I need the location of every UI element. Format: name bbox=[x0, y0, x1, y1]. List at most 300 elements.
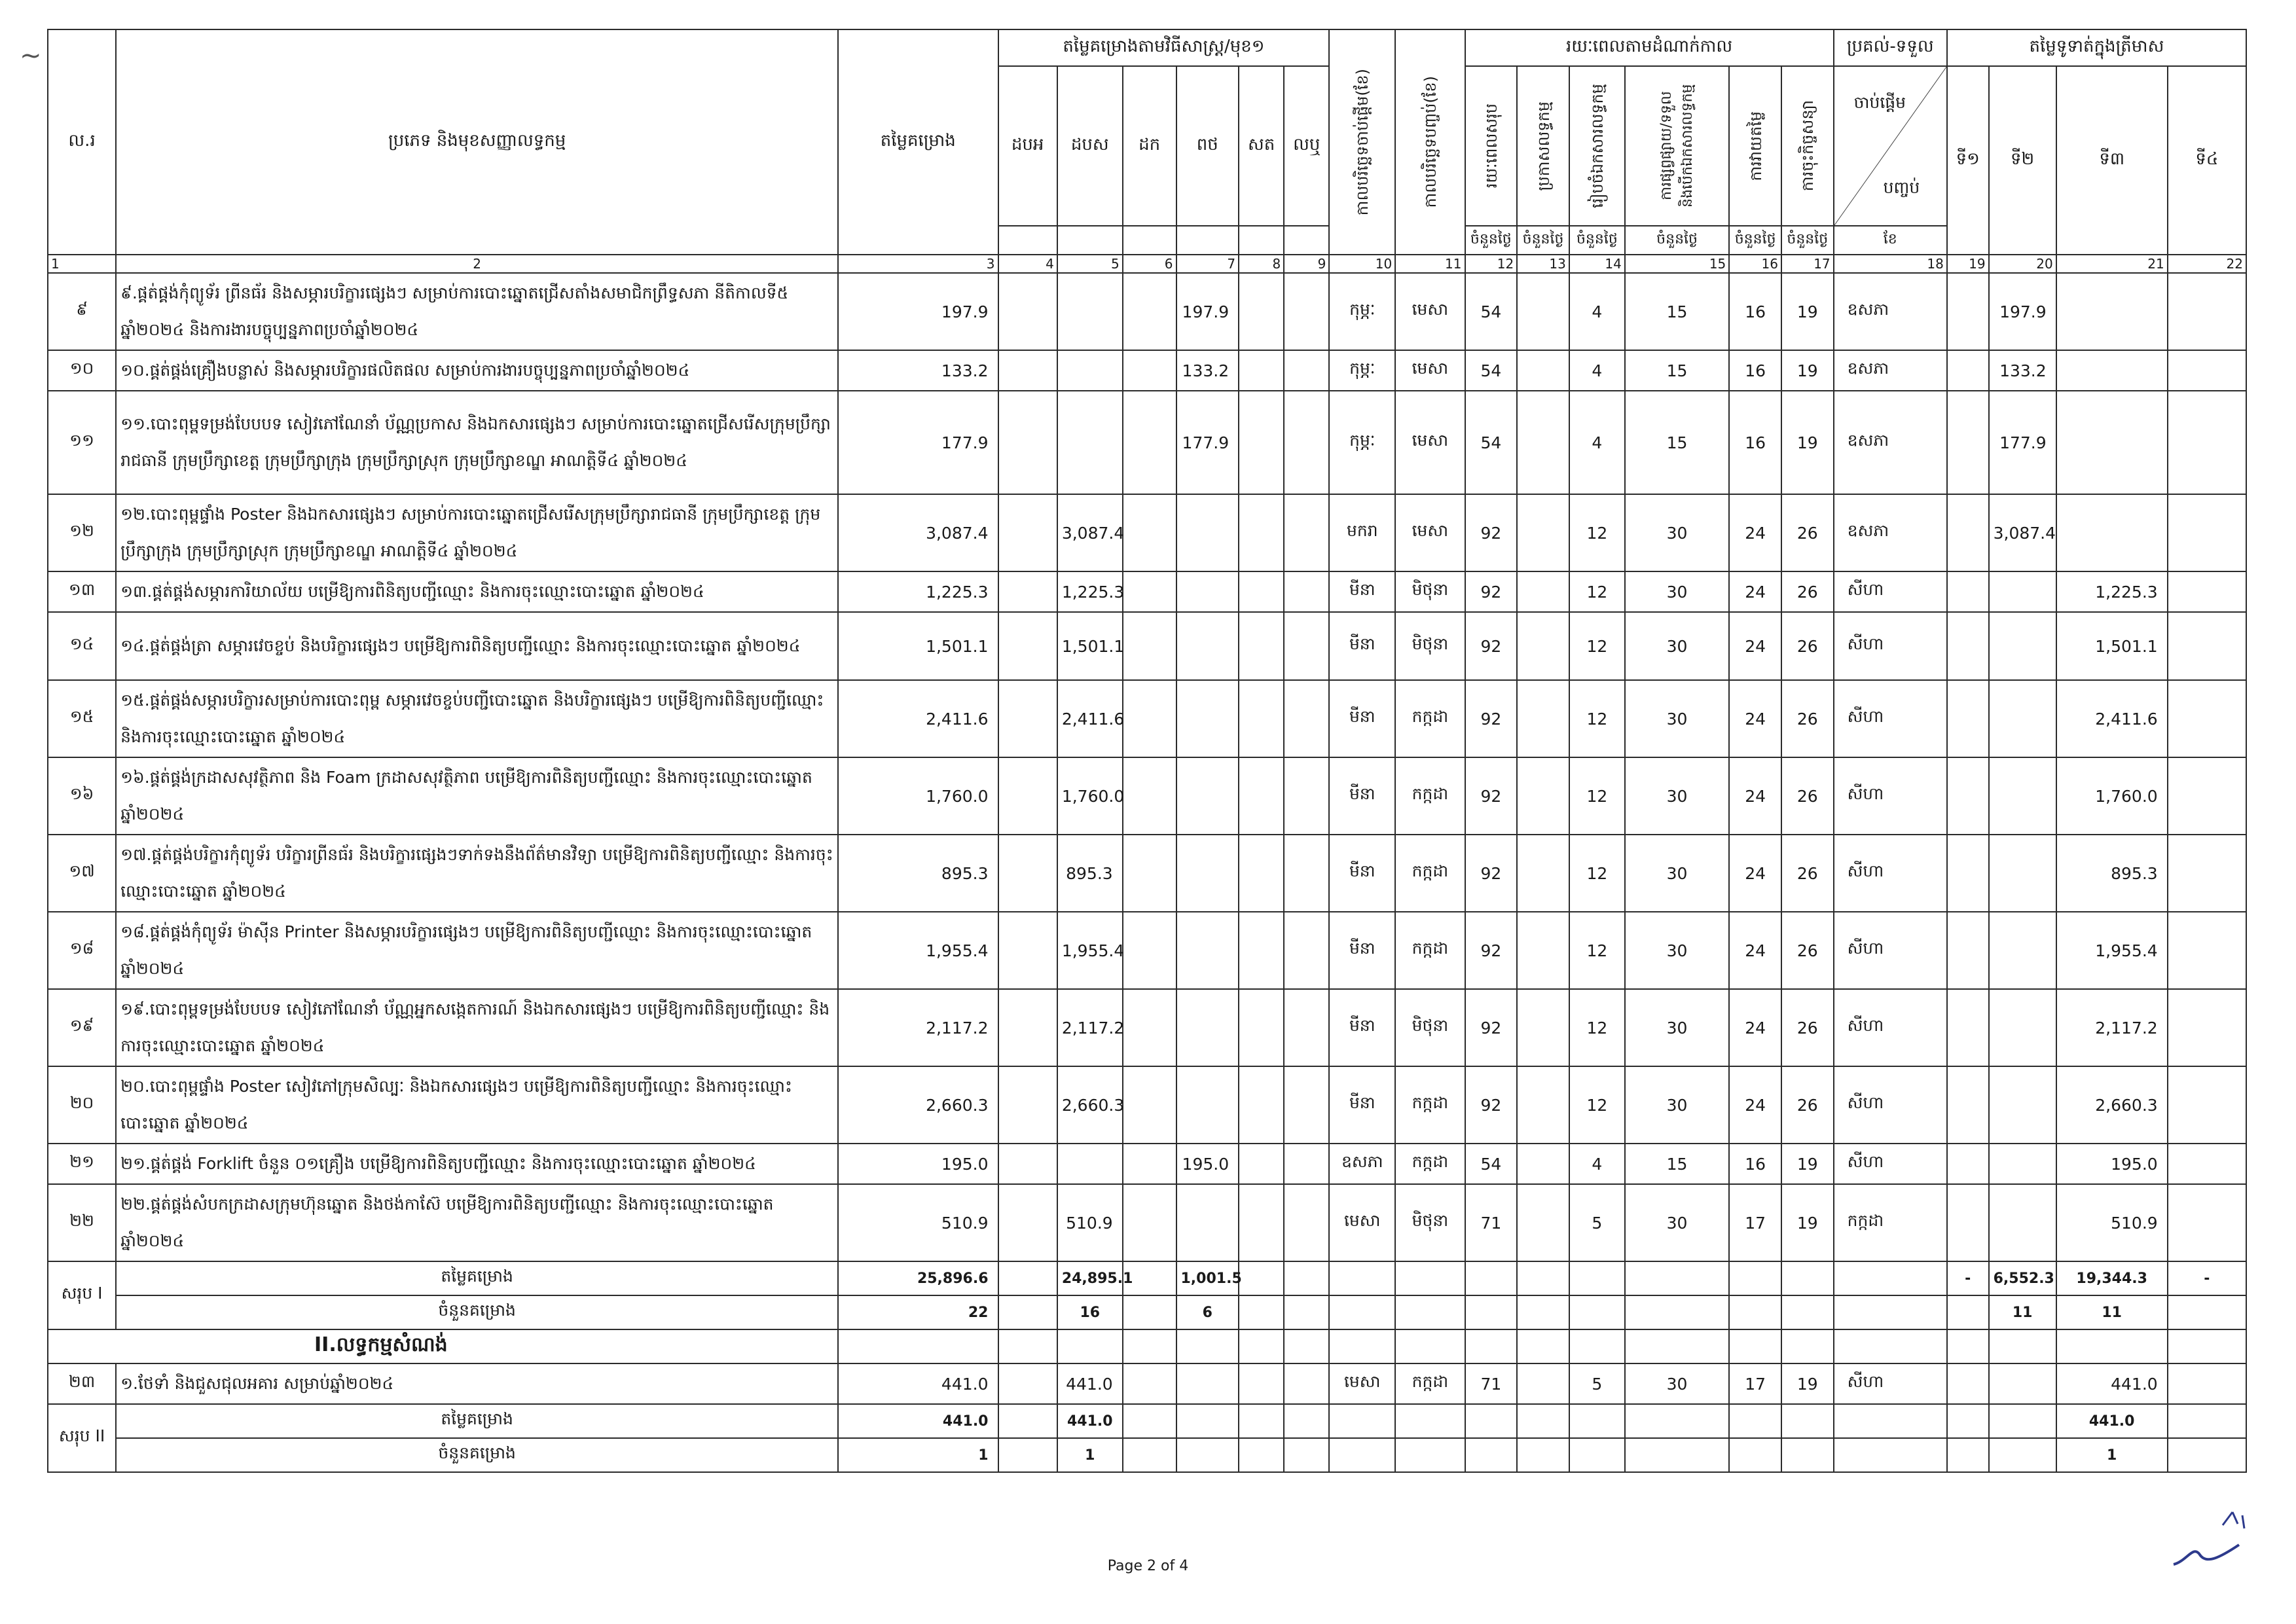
row-days-value: 26 bbox=[1781, 680, 1834, 757]
summary-blank bbox=[1465, 1295, 1518, 1329]
header-blank bbox=[1239, 226, 1284, 255]
column-index: 8 bbox=[1239, 255, 1284, 273]
row-budget: 1,955.4 bbox=[838, 912, 998, 989]
row-quarter-value bbox=[1989, 1066, 2056, 1144]
column-index: 10 bbox=[1329, 255, 1395, 273]
summary-count-label: ចំនួនគម្រោង bbox=[116, 1438, 838, 1472]
row-quarter-value bbox=[1989, 757, 2056, 835]
row-days-value: 19 bbox=[1781, 273, 1834, 350]
section-blank bbox=[1329, 1329, 1395, 1363]
row-days-value: 15 bbox=[1625, 1144, 1729, 1184]
summary-blank bbox=[998, 1438, 1057, 1472]
row-funding-value bbox=[1239, 1066, 1284, 1144]
header-funding-col: លឬ bbox=[1284, 66, 1329, 226]
summary-blank bbox=[1781, 1261, 1834, 1295]
header-timeline-col: រយៈពេលសរុប bbox=[1465, 66, 1518, 226]
summary-value: 6 bbox=[1176, 1295, 1239, 1329]
row-days-value bbox=[1517, 835, 1569, 912]
row-budget: 2,411.6 bbox=[838, 680, 998, 757]
summary-blank bbox=[1569, 1261, 1625, 1295]
row-start-month: កុម្ភៈ bbox=[1329, 391, 1395, 494]
row-days-value: 12 bbox=[1569, 494, 1625, 571]
row-days-value: 30 bbox=[1625, 989, 1729, 1066]
row-quarter-value: 2,117.2 bbox=[2056, 989, 2168, 1066]
row-funding-value bbox=[1176, 989, 1239, 1066]
row-number: ១៧ bbox=[48, 835, 116, 912]
row-number: ១០ bbox=[48, 350, 116, 391]
row-funding-value: 195.0 bbox=[1176, 1144, 1239, 1184]
row-days-value: 30 bbox=[1625, 1066, 1729, 1144]
row-delivery-month: ឧសភា bbox=[1834, 273, 1947, 350]
row-funding-value bbox=[998, 1144, 1057, 1184]
row-start-month: កុម្ភៈ bbox=[1329, 350, 1395, 391]
summary-blank bbox=[1989, 1404, 2056, 1438]
row-funding-value bbox=[1176, 494, 1239, 571]
row-number: ២១ bbox=[48, 1144, 116, 1184]
row-description: ១៦.ផ្គត់ផ្គង់ក្រដាសសុវត្ថិភាព និង Foam ក្រដាសសុវត្ថិភាព បម្រើឱ្យការពិនិត្យបញ្ជីឈ្មោះ និងការចុះឈ្មោះបោះឆ្នោត ឆ្នាំ២០២៤ bbox=[116, 757, 838, 835]
summary-blank bbox=[1834, 1295, 1947, 1329]
row-description: ១៣.ផ្គត់ផ្គង់សម្ភារការិយាល័យ បម្រើឱ្យការពិនិត្យបញ្ជីឈ្មោះ និងការចុះឈ្មោះបោះឆ្នោត ឆ្នាំ២០២៤ bbox=[116, 571, 838, 612]
row-funding-value bbox=[1239, 835, 1284, 912]
row-days-value: 16 bbox=[1729, 273, 1781, 350]
row-quarter-value bbox=[2168, 835, 2246, 912]
row-days-value: 26 bbox=[1781, 989, 1834, 1066]
row-funding-value bbox=[1284, 1363, 1329, 1404]
row-funding-value bbox=[1284, 835, 1329, 912]
row-funding-value: 1,501.1 bbox=[1057, 612, 1123, 680]
column-index: 13 bbox=[1517, 255, 1569, 273]
row-days-value: 24 bbox=[1729, 757, 1781, 835]
row-funding-value bbox=[1284, 350, 1329, 391]
row-funding-value bbox=[1176, 1184, 1239, 1261]
page-number: Page 2 of 4 bbox=[1107, 1558, 1189, 1574]
row-days-value: 26 bbox=[1781, 571, 1834, 612]
row-description: ១១.បោះពុម្ពទម្រង់បែបបទ សៀវភៅណែនាំ ប័ណ្ណប្រកាស និងឯកសារផ្សេងៗ សម្រាប់ការបោះឆ្នោតជ្រើសរើសក្រុមប្រឹក្សារាជធានី ក្រុមប្រឹក្សាខេត្ត ក្រុមប្រឹក្សាក្រុង ក្រុមប្រឹក្សាស្រុក ក្រុមប្រឹក្សាខណ្ឌ អាណត្តិទី៤ ឆ្នាំ២០២៤ bbox=[116, 391, 838, 494]
row-end-month: កក្កដា bbox=[1395, 757, 1465, 835]
table-row bbox=[48, 571, 2246, 612]
row-quarter-value: 1,225.3 bbox=[2056, 571, 2168, 612]
row-funding-value bbox=[1284, 757, 1329, 835]
row-end-month: មេសា bbox=[1395, 273, 1465, 350]
row-quarter-value bbox=[1947, 571, 1989, 612]
header-timeline-col: រៀបចំឯកសារលទ្ធកម្ម bbox=[1569, 66, 1625, 226]
row-funding-value bbox=[1239, 757, 1284, 835]
row-funding-value bbox=[1123, 1363, 1176, 1404]
summary-blank bbox=[998, 1261, 1057, 1295]
row-funding-value bbox=[998, 835, 1057, 912]
row-days-value: 16 bbox=[1729, 391, 1781, 494]
row-days-value: 30 bbox=[1625, 1363, 1729, 1404]
row-end-month: កក្កដា bbox=[1395, 912, 1465, 989]
row-start-month: មីនា bbox=[1329, 757, 1395, 835]
header-end-month: កាលបរិច្ឆេទបញ្ចប់(ខែ) bbox=[1395, 29, 1465, 255]
row-funding-value bbox=[1123, 1066, 1176, 1144]
summary-blank bbox=[1123, 1404, 1176, 1438]
summary-budget-label: តម្លៃគម្រោង bbox=[116, 1261, 838, 1295]
row-quarter-value bbox=[2168, 680, 2246, 757]
row-days-value: 15 bbox=[1625, 350, 1729, 391]
row-funding-value bbox=[1284, 391, 1329, 494]
column-index: 3 bbox=[838, 255, 998, 273]
row-quarter-value bbox=[2168, 1184, 2246, 1261]
column-index: 4 bbox=[998, 255, 1057, 273]
row-number: ១៦ bbox=[48, 757, 116, 835]
header-timeline-group: រយៈពេលតាមដំណាក់កាល bbox=[1465, 29, 1834, 66]
row-end-month: កក្កដា bbox=[1395, 1363, 1465, 1404]
summary-blank bbox=[1329, 1295, 1395, 1329]
section-blank bbox=[838, 1329, 998, 1363]
row-days-value: 24 bbox=[1729, 835, 1781, 912]
row-quarter-value bbox=[2168, 1144, 2246, 1184]
row-funding-value: 1,955.4 bbox=[1057, 912, 1123, 989]
table-row bbox=[48, 1363, 2246, 1404]
summary-blank bbox=[1239, 1438, 1284, 1472]
row-days-value: 92 bbox=[1465, 757, 1518, 835]
row-start-month: ឧសភា bbox=[1329, 1144, 1395, 1184]
row-funding-value bbox=[1239, 571, 1284, 612]
row-days-value: 30 bbox=[1625, 680, 1729, 757]
row-days-value: 92 bbox=[1465, 989, 1518, 1066]
row-funding-value: 441.0 bbox=[1057, 1363, 1123, 1404]
summary-blank bbox=[1729, 1295, 1781, 1329]
summary-value: 25,896.6 bbox=[838, 1261, 998, 1295]
section-blank bbox=[1947, 1329, 1989, 1363]
row-quarter-value bbox=[2056, 391, 2168, 494]
column-index: 17 bbox=[1781, 255, 1834, 273]
section-blank bbox=[1284, 1329, 1329, 1363]
row-quarter-value bbox=[1947, 391, 1989, 494]
row-days-value: 5 bbox=[1569, 1184, 1625, 1261]
procurement-table bbox=[47, 29, 2247, 1473]
row-days-value bbox=[1517, 494, 1569, 571]
header-no: ល.រ bbox=[48, 29, 116, 255]
summary-value: 441.0 bbox=[1057, 1404, 1123, 1438]
row-funding-value: 133.2 bbox=[1176, 350, 1239, 391]
row-quarter-value bbox=[2056, 350, 2168, 391]
summary-blank bbox=[1947, 1438, 1989, 1472]
row-funding-value bbox=[998, 612, 1057, 680]
header-funding-col: ពថ bbox=[1176, 66, 1239, 226]
row-funding-value bbox=[998, 1363, 1057, 1404]
row-days-value: 71 bbox=[1465, 1184, 1518, 1261]
summary-value: 1 bbox=[838, 1438, 998, 1472]
row-funding-value bbox=[1239, 612, 1284, 680]
row-funding-value bbox=[998, 391, 1057, 494]
row-funding-value bbox=[1176, 912, 1239, 989]
summary-blank bbox=[1625, 1438, 1729, 1472]
row-funding-value bbox=[998, 1066, 1057, 1144]
row-number: ៩ bbox=[48, 273, 116, 350]
row-days-value: 15 bbox=[1625, 391, 1729, 494]
row-number: ១២ bbox=[48, 494, 116, 571]
row-funding-value bbox=[1239, 1363, 1284, 1404]
summary-blank bbox=[1284, 1295, 1329, 1329]
row-quarter-value bbox=[2168, 989, 2246, 1066]
row-days-value: 30 bbox=[1625, 571, 1729, 612]
row-funding-value bbox=[1284, 1066, 1329, 1144]
summary-value: 22 bbox=[838, 1295, 998, 1329]
row-funding-value bbox=[1123, 350, 1176, 391]
row-funding-value bbox=[998, 989, 1057, 1066]
column-index: 12 bbox=[1465, 255, 1518, 273]
row-quarter-value: 441.0 bbox=[2056, 1363, 2168, 1404]
row-quarter-value: 195.0 bbox=[2056, 1144, 2168, 1184]
summary-blank bbox=[1284, 1404, 1329, 1438]
initials-mark bbox=[2160, 1499, 2259, 1578]
row-end-month: មិថុនា bbox=[1395, 989, 1465, 1066]
row-days-value: 30 bbox=[1625, 835, 1729, 912]
row-number: ១៤ bbox=[48, 612, 116, 680]
row-quarter-value bbox=[2168, 757, 2246, 835]
row-funding-value bbox=[1284, 989, 1329, 1066]
summary-blank bbox=[1465, 1261, 1518, 1295]
table-row bbox=[48, 1184, 2246, 1261]
column-index: 19 bbox=[1947, 255, 1989, 273]
row-funding-value: 510.9 bbox=[1057, 1184, 1123, 1261]
table-row bbox=[48, 1066, 2246, 1144]
column-index: 9 bbox=[1284, 255, 1329, 273]
header-blank bbox=[1057, 226, 1123, 255]
row-budget: 177.9 bbox=[838, 391, 998, 494]
summary-value: 1,001.5 bbox=[1176, 1261, 1239, 1295]
row-description: ៩.ផ្គត់ផ្គង់កុំព្យូទ័រ ព្រីនធ័រ និងសម្ភារបរិក្ខារផ្សេងៗ សម្រាប់ការបោះឆ្នោតជ្រើសតាំងសមាជិកព្រឹទ្ធសភា នីតិកាលទី៥ ឆ្នាំ២០២៤ និងការងារបច្ចុប្បន្នភាពប្រចាំឆ្នាំ២០២៤ bbox=[116, 273, 838, 350]
summary-blank bbox=[1569, 1295, 1625, 1329]
section-row bbox=[48, 1329, 2246, 1363]
row-days-value bbox=[1517, 273, 1569, 350]
header-quarter: ទី១ bbox=[1947, 66, 1989, 255]
row-funding-value: 177.9 bbox=[1176, 391, 1239, 494]
row-budget: 197.9 bbox=[838, 273, 998, 350]
row-funding-value bbox=[1239, 494, 1284, 571]
row-quarter-value: 3,087.4 bbox=[1989, 494, 2056, 571]
table-row bbox=[48, 350, 2246, 391]
summary-blank bbox=[1947, 1404, 1989, 1438]
row-funding-value bbox=[998, 571, 1057, 612]
header-timeline-col: ប្រកាសលទ្ធកម្ម bbox=[1517, 66, 1569, 226]
row-quarter-value bbox=[1989, 680, 2056, 757]
row-funding-value bbox=[1284, 1144, 1329, 1184]
row-end-month: មិថុនា bbox=[1395, 1184, 1465, 1261]
section-title: II.លទ្ធកម្មសំណង់ bbox=[314, 1333, 448, 1356]
row-number: ២៣ bbox=[48, 1363, 116, 1404]
row-delivery-month: សីហា bbox=[1834, 1144, 1947, 1184]
row-days-value: 92 bbox=[1465, 494, 1518, 571]
row-funding-value: 2,660.3 bbox=[1057, 1066, 1123, 1144]
row-end-month: កក្កដា bbox=[1395, 1066, 1465, 1144]
row-funding-value: 3,087.4 bbox=[1057, 494, 1123, 571]
row-days-value: 4 bbox=[1569, 350, 1625, 391]
row-quarter-value: 2,660.3 bbox=[2056, 1066, 2168, 1144]
summary-blank bbox=[1284, 1438, 1329, 1472]
header-quarter: ទី២ bbox=[1989, 66, 2056, 255]
row-days-value: 12 bbox=[1569, 912, 1625, 989]
row-quarter-value bbox=[2168, 494, 2246, 571]
header-quarter-group: តម្លៃទូទាត់ក្នុងត្រីមាស bbox=[1947, 29, 2246, 66]
summary-value: 441.0 bbox=[2056, 1404, 2168, 1438]
row-quarter-value bbox=[1947, 494, 1989, 571]
row-delivery-month: សីហា bbox=[1834, 680, 1947, 757]
column-index: 20 bbox=[1989, 255, 2056, 273]
row-funding-value bbox=[1123, 571, 1176, 612]
row-delivery-month: ឧសភា bbox=[1834, 350, 1947, 391]
column-index: 7 bbox=[1176, 255, 1239, 273]
row-end-month: មេសា bbox=[1395, 494, 1465, 571]
summary-count-row bbox=[48, 1295, 2246, 1329]
row-funding-value bbox=[1284, 571, 1329, 612]
summary-blank bbox=[1329, 1438, 1395, 1472]
row-quarter-value: 895.3 bbox=[2056, 835, 2168, 912]
row-days-value: 16 bbox=[1729, 350, 1781, 391]
summary-blank bbox=[1329, 1404, 1395, 1438]
summary-value: 16 bbox=[1057, 1295, 1123, 1329]
row-days-value: 24 bbox=[1729, 571, 1781, 612]
row-delivery-month: សីហា bbox=[1834, 835, 1947, 912]
summary-value: 6,552.3 bbox=[1989, 1261, 2056, 1295]
row-funding-value bbox=[1057, 350, 1123, 391]
header-start-month: កាលបរិច្ឆេទចាប់ផ្តើម(ខែ) bbox=[1329, 29, 1395, 255]
summary-blank bbox=[1834, 1404, 1947, 1438]
margin-mark: ~ bbox=[20, 41, 42, 71]
row-days-value bbox=[1517, 989, 1569, 1066]
section-blank bbox=[2056, 1329, 2168, 1363]
row-quarter-value bbox=[2168, 391, 2246, 494]
summary-blank bbox=[1239, 1295, 1284, 1329]
row-quarter-value: 133.2 bbox=[1989, 350, 2056, 391]
table-row bbox=[48, 273, 2246, 350]
header-days: ចំនួនថ្ងៃ bbox=[1625, 226, 1729, 255]
row-days-value: 54 bbox=[1465, 273, 1518, 350]
row-days-value: 71 bbox=[1465, 1363, 1518, 1404]
row-days-value: 54 bbox=[1465, 350, 1518, 391]
summary-label: សរុប II bbox=[48, 1404, 116, 1472]
section-blank bbox=[1989, 1329, 2056, 1363]
summary-blank bbox=[1989, 1438, 2056, 1472]
row-budget: 133.2 bbox=[838, 350, 998, 391]
table-row bbox=[48, 494, 2246, 571]
row-quarter-value bbox=[1989, 912, 2056, 989]
row-days-value: 26 bbox=[1781, 757, 1834, 835]
summary-blank bbox=[998, 1295, 1057, 1329]
row-funding-value bbox=[1176, 612, 1239, 680]
row-days-value: 54 bbox=[1465, 391, 1518, 494]
summary-blank bbox=[1395, 1295, 1465, 1329]
row-quarter-value bbox=[1989, 1144, 2056, 1184]
row-funding-value bbox=[998, 350, 1057, 391]
summary-blank bbox=[1176, 1404, 1239, 1438]
row-days-value: 19 bbox=[1781, 391, 1834, 494]
row-delivery-month: សីហា bbox=[1834, 989, 1947, 1066]
row-quarter-value bbox=[1947, 1184, 1989, 1261]
summary-count-row bbox=[48, 1438, 2246, 1472]
summary-value: - bbox=[2168, 1261, 2246, 1295]
row-quarter-value bbox=[1947, 350, 1989, 391]
row-funding-value bbox=[1284, 1184, 1329, 1261]
row-description: ១៧.ផ្គត់ផ្គង់បរិក្ខារកុំព្យូទ័រ បរិក្ខារព្រីនធ័រ និងបរិក្ខារផ្សេងៗទាក់ទងនឹងព័ត៌មានវិទ្យា បម្រើឱ្យការពិនិត្យបញ្ជីឈ្មោះ និងការចុះឈ្មោះបោះឆ្នោត ឆ្នាំ២០២៤ bbox=[116, 835, 838, 912]
table-row bbox=[48, 1144, 2246, 1184]
row-days-value: 24 bbox=[1729, 989, 1781, 1066]
row-days-value: 12 bbox=[1569, 835, 1625, 912]
row-funding-value bbox=[1284, 273, 1329, 350]
summary-blank bbox=[1465, 1438, 1518, 1472]
row-funding-value bbox=[998, 273, 1057, 350]
row-days-value bbox=[1517, 757, 1569, 835]
summary-blank bbox=[1176, 1438, 1239, 1472]
row-funding-value bbox=[1239, 1144, 1284, 1184]
row-days-value: 12 bbox=[1569, 1066, 1625, 1144]
row-days-value: 26 bbox=[1781, 835, 1834, 912]
summary-value: 11 bbox=[1989, 1295, 2056, 1329]
row-days-value: 92 bbox=[1465, 612, 1518, 680]
section-blank bbox=[1569, 1329, 1625, 1363]
row-quarter-value: 1,760.0 bbox=[2056, 757, 2168, 835]
header-delivery-diagonal bbox=[1834, 66, 1947, 226]
row-funding-value bbox=[1284, 680, 1329, 757]
row-days-value: 4 bbox=[1569, 273, 1625, 350]
row-description: ២១.ផ្គត់ផ្គង់ Forklift ចំនួន ០១គ្រឿង បម្រើឱ្យការពិនិត្យបញ្ជីឈ្មោះ និងការចុះឈ្មោះបោះឆ្នោត ឆ្នាំ២០២៤ bbox=[116, 1144, 838, 1184]
row-description: ១៨.ផ្គត់ផ្គង់កុំព្យូទ័រ ម៉ាស៊ីន Printer និងសម្ភារបរិក្ខារផ្សេងៗ បម្រើឱ្យការពិនិត្យបញ្ជីឈ្មោះ និងការចុះឈ្មោះបោះឆ្នោត ឆ្នាំ២០២៤ bbox=[116, 912, 838, 989]
row-quarter-value bbox=[2168, 1066, 2246, 1144]
row-days-value: 26 bbox=[1781, 612, 1834, 680]
procurement-plan-sheet bbox=[47, 29, 2247, 1473]
row-days-value: 92 bbox=[1465, 912, 1518, 989]
table-row bbox=[48, 835, 2246, 912]
summary-blank bbox=[1395, 1404, 1465, 1438]
section-blank bbox=[1781, 1329, 1834, 1363]
row-quarter-value bbox=[2056, 273, 2168, 350]
summary-count-label: ចំនួនគម្រោង bbox=[116, 1295, 838, 1329]
row-funding-value bbox=[1176, 835, 1239, 912]
header-quarter: ទី៣ bbox=[2056, 66, 2168, 255]
summary-blank bbox=[1517, 1404, 1569, 1438]
summary-blank bbox=[1517, 1261, 1569, 1295]
row-budget: 1,501.1 bbox=[838, 612, 998, 680]
header-delivery-group: ប្រគល់-ទទួល bbox=[1834, 29, 1947, 66]
summary-value: - bbox=[1947, 1261, 1989, 1295]
row-funding-value bbox=[998, 494, 1057, 571]
summary-blank bbox=[2168, 1438, 2246, 1472]
header-month: ខែ bbox=[1834, 226, 1947, 255]
row-end-month: មិថុនា bbox=[1395, 612, 1465, 680]
row-start-month: មីនា bbox=[1329, 1066, 1395, 1144]
summary-blank bbox=[1781, 1438, 1834, 1472]
summary-blank bbox=[1569, 1438, 1625, 1472]
row-funding-value bbox=[1239, 273, 1284, 350]
row-funding-value bbox=[1123, 1144, 1176, 1184]
row-budget: 195.0 bbox=[838, 1144, 998, 1184]
section-blank bbox=[1465, 1329, 1518, 1363]
row-days-value: 19 bbox=[1781, 1184, 1834, 1261]
row-funding-value bbox=[998, 912, 1057, 989]
row-funding-value bbox=[1239, 912, 1284, 989]
row-quarter-value bbox=[1989, 989, 2056, 1066]
row-start-month: មករា bbox=[1329, 494, 1395, 571]
column-index: 6 bbox=[1123, 255, 1176, 273]
row-funding-value: 895.3 bbox=[1057, 835, 1123, 912]
row-days-value: 17 bbox=[1729, 1363, 1781, 1404]
summary-blank bbox=[1395, 1438, 1465, 1472]
section-blank bbox=[1517, 1329, 1569, 1363]
section-blank bbox=[1057, 1329, 1123, 1363]
row-description: ១២.បោះពុម្ពផ្ទាំង Poster និងឯកសារផ្សេងៗ សម្រាប់ការបោះឆ្នោតជ្រើសរើសក្រុមប្រឹក្សារាជធានី ក្រុមប្រឹក្សាខេត្ត ក្រុមប្រឹក្សាក្រុង ក្រុមប្រឹក្សាស្រុក ក្រុមប្រឹក្សាខណ្ឌ អាណត្តិទី៤ ឆ្នាំ២០២៤ bbox=[116, 494, 838, 571]
row-days-value: 92 bbox=[1465, 835, 1518, 912]
column-index: 5 bbox=[1057, 255, 1123, 273]
row-funding-value bbox=[1123, 680, 1176, 757]
row-days-value: 26 bbox=[1781, 1066, 1834, 1144]
row-quarter-value bbox=[2056, 494, 2168, 571]
summary-blank bbox=[1239, 1404, 1284, 1438]
row-funding-value bbox=[1123, 835, 1176, 912]
row-funding-value bbox=[1123, 273, 1176, 350]
